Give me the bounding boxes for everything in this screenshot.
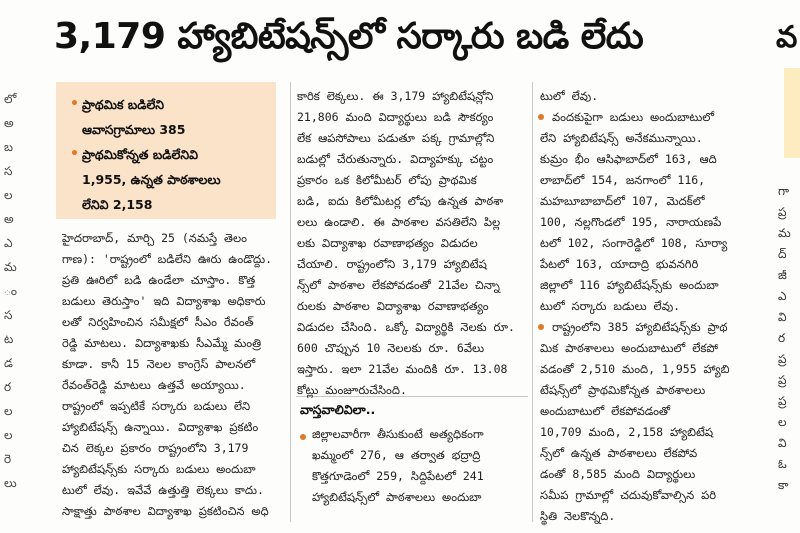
text-line: టేషన్స్‌లో ప్రాథమికోన్నత పాఠశాలలు [540, 383, 706, 397]
text-line: డంతో 8,585 మంది విద్యార్థులు [540, 467, 696, 481]
text-line: 10,709 మంది, 2,158 హ్యాబిటేష [540, 425, 714, 439]
adjacent-text-fragment: లు [4, 476, 17, 490]
text-line: సాక్షాత్తు పాఠశాల విద్యాశాఖ ప్రకటించిన అధి [62, 504, 269, 518]
highlight-line: ఆవాసగ్రామాలు 385 [82, 122, 186, 137]
adjacent-text-fragment: ప్ర [778, 373, 787, 387]
text-line: ప్రతి ఊరిలో బడి ఉండేలా చూస్తాం. కొత్త [62, 273, 256, 287]
adjacent-text-fragment: డ [4, 356, 13, 370]
adjacent-text-fragment: ద్ [778, 247, 787, 261]
column-divider [532, 82, 533, 522]
text-line: రేవంత్‌రెడ్డి మాటలు ఉత్తవే అయ్యాయి. [62, 378, 246, 392]
adjacent-text-fragment: ట [4, 332, 14, 346]
bullet-marker [538, 114, 544, 120]
text-line: న్స్‌లో ఉన్నత పాఠశాలలు లేకపోవ [540, 446, 698, 460]
adjacent-text-fragment: అ [4, 212, 14, 226]
text-line: పేటలో 163, యాదాద్రి భువనగిరి [540, 257, 699, 271]
text-line: లతో నిర్వహించిన సమీక్షలో సీఎం రేవంత్ [62, 315, 254, 329]
text-line: స్థితి నెలకొన్నది. [540, 509, 616, 523]
adjacent-text-fragment: కా [778, 478, 789, 492]
text-line: ప్రకారం ఒక కిలోమీటర్ లోపు ప్రాథమిక [297, 173, 477, 187]
text-line: లేని హ్యాబిటేషన్స్ అనేకమున్నాయి. [540, 131, 703, 145]
text-line: లాబాద్‌లో 154, జనగాంలో 116, [540, 173, 706, 187]
text-line: కారిక లెక్కలు. ఈ 3,179 హ్యాబిటేషన్లోని [297, 89, 494, 103]
adjacent-text-fragment: ప్ర [778, 352, 787, 366]
adjacent-text-fragment: రె [4, 452, 12, 466]
text-line: మహబూబాబాద్‌లో 107, మెదక్‌లో [540, 194, 705, 208]
adjacent-text-fragment: లో [4, 92, 17, 106]
text-line: హ్యాబిటేషన్స్‌కు సర్కారు బడులు అందుబా [62, 462, 256, 476]
text-line: హ్యాబిటేషన్స్ ఉన్నాయి. విద్యాశాఖ ప్రకటిం [62, 420, 259, 434]
text-line: జిల్లాలవారీగా తీసుకుంటే అత్యధికంగా [312, 427, 484, 441]
adjacent-text-fragment: వి [778, 310, 787, 324]
adjacent-text-fragment: ర [4, 380, 12, 394]
text-line: న్స్‌లో పాఠశాల లేకపోవడంతో 21వేల చిన్నా [297, 278, 500, 292]
adjacent-text-fragment: ల [778, 415, 787, 429]
text-line: లకు విద్యాశాఖ రవాణాభత్యం విడుదల [297, 236, 478, 250]
highlight-line: • ప్రాథమికోన్నత బడిలేనివి [82, 147, 198, 162]
highlight-box [56, 82, 276, 219]
text-line: జిల్లాలో 116 హ్యాబిటేషన్స్‌కు అందుబా [540, 278, 719, 292]
text-line: అందుబాటులో లేకపోవడంతో [540, 404, 671, 418]
bullet-marker [538, 324, 544, 330]
highlight-line: లేనివి 2,158 [82, 197, 153, 212]
column-divider [290, 82, 291, 522]
highlight-line: 1,955, ఉన్నత పాఠశాలలు [82, 172, 221, 187]
adjacent-text-fragment: మ [778, 226, 791, 240]
text-line: లలు ఉండాలి. ఈ పాఠశాల వసతిలేని పిల్ల [297, 215, 501, 229]
left-adjacent-column [0, 0, 20, 533]
highlight-line: • ప్రాథమిక బడిలేని [82, 97, 165, 112]
article-column-1 [62, 228, 284, 522]
adjacent-text-fragment: ఎ [4, 236, 13, 250]
text-line: 600 చొప్పున 10 నెలలకు రూ. 6వేలు [297, 341, 485, 355]
text-line: హ్యాబిటేషన్స్‌లో పాఠశాలలు అందుబా [312, 490, 482, 504]
adjacent-highlight-box [784, 68, 800, 158]
text-line: టులో సర్కారు బడులు లేవు. [540, 299, 681, 313]
text-line: చేయాలి. రాష్ట్రంలోని 3,179 హ్యాబిటేష [297, 257, 487, 271]
text-line: మిక పాఠశాలలు అందుబాటులో లేకపో [540, 341, 719, 355]
section-subheading: వాస్తవాలివిలా.. [300, 402, 376, 417]
text-line: గాణ): 'రాష్ట్రంలో బడిలేని ఊరు ఉండొద్దు. [62, 252, 273, 266]
adjacent-text-fragment: ర [778, 331, 786, 345]
highlight-item [70, 142, 268, 217]
text-line: రెడ్డి మాటలు. విద్యాశాఖకు సీఎమ్మే మంత్రి [62, 336, 262, 350]
article-headline: 3,179 హ్యాబిటేషన్స్‌లో సర్కారు బడి లేదు [54, 16, 644, 57]
adjacent-text-fragment: ం [4, 284, 18, 298]
text-line: 21,806 మంది విద్యార్థులు బడి సౌకర్యం [297, 110, 494, 124]
adjacent-text-fragment: ఓ [778, 457, 787, 471]
highlight-item [70, 92, 268, 142]
text-line: సమీప గ్రామాల్లో చదువుకోవాల్సిన పరి [540, 488, 717, 502]
text-line: ఇస్తారు. ఇలా 21వేల మందికి రూ. 13.08 [297, 362, 508, 376]
text-line: 100, నల్లగొండలో 195, నారాయణపే [540, 215, 722, 229]
adjacent-text-fragment: స [4, 308, 13, 322]
text-line: బడి, ఐదు కిలోమీటర్ల లోపు ఉన్నత పాఠశా [297, 194, 504, 208]
text-line: రులకు పాఠశాల విద్యాశాఖ రవాణాభత్యం [297, 299, 489, 313]
article-column-2-facts [312, 424, 526, 508]
text-line: లేక ఆపసోపాలు పడుతూ పక్క గ్రామాల్లోని [297, 131, 495, 145]
text-line: రాష్ట్రంలోని 385 హ్యాబిటేషన్స్‌కు ప్రాథ [552, 320, 728, 334]
adjacent-text-fragment: ల [4, 188, 13, 202]
text-line: వడంతో 2,510 మంది, 1,955 హ్యాబి [540, 362, 730, 376]
right-adjacent-column [770, 0, 800, 533]
text-line: బడుల్లో చేరుతున్నారు. విద్యాహక్కు చట్టం [297, 152, 494, 166]
adjacent-text-fragment: బ [4, 140, 14, 154]
text-line: కుమ్రం భీం ఆసిఫాబాద్‌లో 163, ఆది [540, 152, 717, 166]
adjacent-text-fragment: ల [4, 404, 13, 418]
adjacent-text-fragment: మ [4, 260, 17, 274]
article-column-2 [297, 86, 525, 401]
bullet-marker [300, 434, 306, 440]
adjacent-text-fragment: జీ [778, 268, 787, 282]
text-line: చిన లెక్కల ప్రకారం రాష్ట్రంలోని 3,179 [62, 441, 249, 455]
text-line: రాష్ట్రంలో ఇప్పటికే సర్కారు బడులు లేని [62, 399, 251, 413]
text-line: టలో 102, సంగారెడ్డిలో 108, సూర్యా [540, 236, 728, 250]
text-line: టులో లేవు. [540, 89, 599, 103]
text-line: కొత్తగూడెంలో 259, సిద్దిపేటలో 241 [312, 469, 484, 483]
text-line: వందకుపైగా బడులు అందుబాటులో [552, 110, 715, 124]
adjacent-text-fragment: ఎ [778, 289, 787, 303]
adjacent-text-fragment: గా [778, 184, 790, 198]
adjacent-text-fragment: అ [4, 116, 14, 130]
article-column-3 [540, 86, 768, 527]
adjacent-text-fragment: స [4, 164, 13, 178]
adjacent-text-fragment: ప్ర [778, 205, 787, 219]
text-line: టులో లేవు. ఇవేవే ఉత్తుత్తి లెక్కలు కాదు. [62, 483, 264, 497]
text-line: ఖమ్మంలో 276, ఆ తర్వాత భద్రాద్రి [312, 448, 481, 462]
adjacent-headline-fragment: వ [776, 20, 798, 55]
text-line: బడులు తెరుస్తాం' ఇది విద్యాశాఖ అధికారు [62, 294, 266, 308]
adjacent-text-fragment: ప్ర [778, 394, 787, 408]
text-line: హైదరాబాద్, మార్చి 25 (నమస్తే తెలం [62, 231, 247, 245]
text-line: విడుదల చేసింది. ఒక్కో విద్యార్థికి నెలకు రూ. [297, 320, 515, 334]
adjacent-text-fragment: ల [4, 428, 13, 442]
adjacent-text-fragment: వి [778, 436, 787, 450]
text-line: కూడా. కానీ 15 నెలల కాంగ్రెస్ పాలనలో [62, 357, 256, 371]
text-line: కోట్లు మంజూరుచేసింది. [297, 383, 407, 397]
